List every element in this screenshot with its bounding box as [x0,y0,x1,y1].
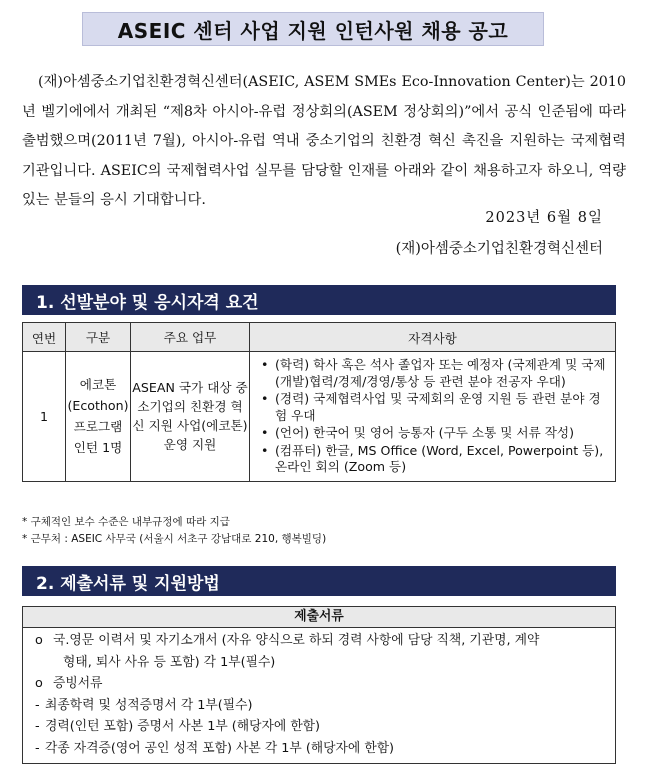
section1-heading: 1. 선발분야 및 응시자격 요건 [22,285,616,315]
list-item [31,738,607,760]
qualification-education: • (학력) 학사 혹은 석사 졸업자 또는 예정자 (국제관계 및 국제(개발)협력/경제/경영/통상 등 관련 분야 전공자 우대) [275,357,606,390]
section2-heading: 2. 제출서류 및 지원방법 [22,566,616,596]
list-item [31,716,607,738]
resume-item: 국.영문 이력서 및 자기소개서 (자유 양식으로 하되 경력 사항에 담당 직책, 기관명, 계약 [53,633,540,648]
transcript-item: 최종학력 및 성적증명서 각 1부(필수) [45,697,253,713]
header-duty: 주요 업무 [131,323,250,352]
organization-name: (재)아셈중소기업친환경혁신센터 [395,241,603,257]
qualification-computer: • (컴퓨터) 한글, MS Office (Word, Excel, Powerpoint 등), 온라인 회의 (Zoom 등) [275,443,606,476]
header-qualifications: 자격사항 [250,323,616,352]
dash-marker: - [35,697,40,713]
list-item [31,630,607,652]
intro-paragraph: (재)아셈중소기업친환경혁신센터(ASEIC, ASEM SMEs Eco-Innovation Center)는 2010년 벨기에에서 개최된 “제8차 아시아-유럽 정상회의(ASEM 정상회의)”에서 공식 인준됨에 따라 출범했으며(2011년 7월), 아시아-유럽 역내 중소기업의 친환경 혁신 촉진을 지원하는 국제협력 기관입니다. ASEIC의 국제협력사업 실무를 담당할 인재를 아래와 같이 채용하고자 하오니, 역량 있는 분들의 응시 기대합니다. [22,74,626,208]
dash-marker: - [35,719,40,734]
note-salary: * 구체적인 보수 수준은 내부규정에 따라 지급 [22,516,230,528]
header-category: 구분 [66,323,131,352]
resume-item-continuation: 형태, 퇴사 사유 등 포함) 각 1부(필수) [63,654,276,670]
row-category: 에코톤(Ecothon) 프로그램 인턴 1명 [66,352,131,482]
dash-marker: - [35,740,40,756]
notes [22,514,326,548]
qualification-list [251,353,614,480]
header-number: 연번 [23,323,66,352]
table-header-row [23,323,616,352]
license-item: 각종 자격증(영어 공인 성적 포함) 사본 각 1부 (해당자에 한함) [45,740,395,756]
qualification-experience: • (경력) 국제협력사업 및 국제회의 운영 지원 등 관련 분야 경험 우대 [275,391,606,424]
qualification-language: • (언어) 한국어 및 영어 능통자 (구두 소통 및 서류 작성) [275,425,606,442]
career-certificate-item: 경력(인턴 포함) 증명서 사본 1부 (해당자에 한함) [45,719,321,734]
announcement-date: 2023년 6월 8일 [485,210,603,226]
table-row [23,352,616,482]
page-title: ASEIC 센터 사업 지원 인턴사원 채용 공고 [117,18,509,43]
list-item [31,695,607,717]
row-duty: ASEAN 국가 대상 중소기업의 친환경 혁신 지원 사업(에코톤) 운영 지원 [131,352,250,482]
list-item [31,673,607,695]
bullet-marker: o [35,676,43,691]
row-number: 1 [23,352,66,482]
title-banner [82,12,544,46]
requirements-table [22,322,616,482]
note-workplace: * 근무처 : ASEIC 사무국 (서울시 서초구 강남대로 210, 행복빌딩) [22,533,327,545]
bullet-marker: o [35,633,43,648]
row-qualifications [250,352,616,482]
proof-documents-item: 증빙서류 [53,676,103,691]
submission-box-header: 제출서류 [23,607,615,628]
submission-box-body [23,628,615,763]
submission-box [22,606,616,764]
